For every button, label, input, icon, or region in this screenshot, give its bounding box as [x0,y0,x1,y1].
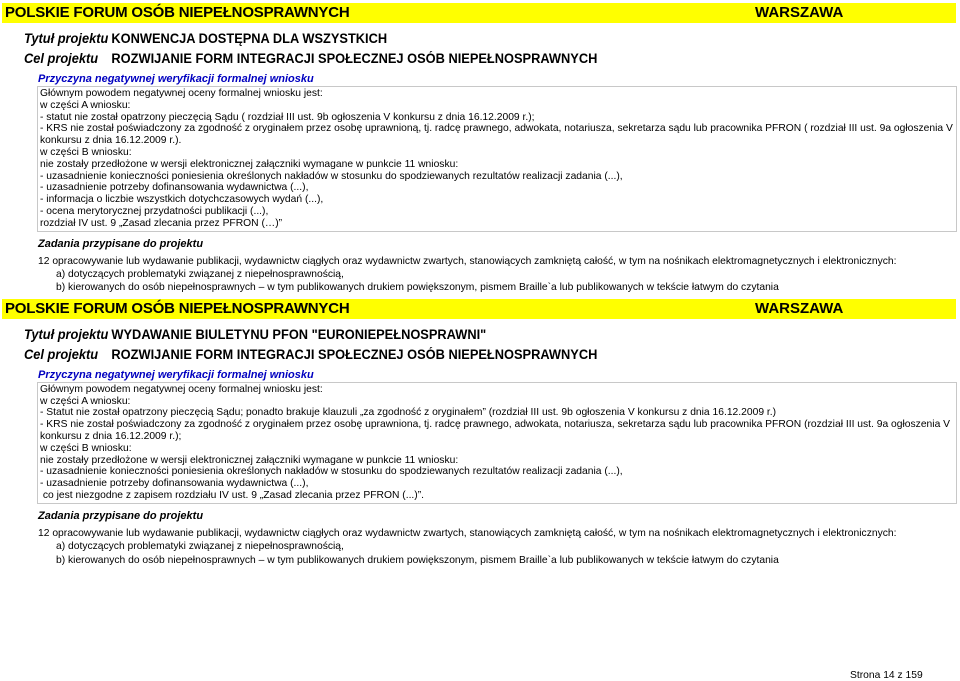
reason-line: - uzasadnienie potrzeby dofinansowania wydawnictwa (...), [40,478,309,490]
organization-name: POLSKIE FORUM OSÓB NIEPEŁNOSPRAWNYCH [5,4,350,21]
organization-name: POLSKIE FORUM OSÓB NIEPEŁNOSPRAWNYCH [5,299,350,317]
page-number: Strona 14 z 159 [850,670,923,681]
project-title: WYDAWANIE BIULETYNU PFON "EURONIEPEŁNOSPRAWNI" [111,326,487,342]
reason-box [37,86,957,232]
task-item: 12 opracowywanie lub wydawanie publikacji, wydawnictw ciągłych oraz wydawnictw zwartych, stanowiących zamkniętą całość, w tym na nośnikach elektromagnetycznych i elektronicznych: [38,255,897,267]
reason-line: w części A wniosku: [40,395,131,407]
reason-line: - uzasadnienie konieczności poniesienia określonych nakładów w stosunku do spodziewanych rezultatów realizacji zadania (...), [40,170,623,182]
task-subitem: b) kierowanych do osób niepełnosprawnych – w tym publikowanych drukiem powiększonym, pismem Braille`a lub publikowanych w tekście łatwym do czytania [56,554,779,566]
reason-line: - KRS nie został poświadczony za zgodność z oryginałem przez osobę uprawniona, tj. radcę prawnego, adwokata, notariusza, sekretarza sądu lub pracownika PFRON (rozdział III ust. 9a ogłoszenia V konkursu z dnia 16.12.2009 r.); [40,419,953,442]
organization-city: WARSZAWA [755,299,844,317]
reason-line: - ocena merytorycznej przydatności publikacji (...), [40,205,269,217]
tasks-heading: Zadania przypisane do projektu [38,237,204,250]
reason-heading: Przyczyna negatywnej weryfikacji formalnej wniosku [38,368,314,381]
reason-line: w części B wniosku: [40,442,132,454]
project-title-label: Tytuł projektu [24,326,109,342]
reason-line: - uzasadnienie konieczności poniesienia określonych nakładów w stosunku do spodziewanych rezultatów realizacji zadania (...), [40,466,623,478]
organization-city: WARSZAWA [755,4,844,21]
reason-box [37,382,957,504]
entries [0,3,960,567]
project-goal-label: Cel projektu [24,51,99,66]
reason-line: nie zostały przedłożone w wersji elektronicznej załączniki wymagane w punkcie 11 wniosku: [40,454,459,466]
reason-line: - KRS nie został poświadczony za zgodność z oryginałem przez osobę uprawnioną, tj. radcę prawnego, adwokata, notariusza, sekretarza sądu lub pracownika PFRON ( rozdział III ust. 9a ogłoszenia V konkursu z dnia 16.12.2009 r.). [40,123,956,147]
reason-heading: Przyczyna negatywnej weryfikacji formalnej wniosku [38,73,314,85]
tasks-list [38,255,956,295]
reason-line: - informacja o liczbie wszystkich dotychczasowych wydań (...), [40,194,324,206]
project-title-row [24,325,913,345]
project-entry [0,299,960,567]
tasks-list [38,527,956,567]
organization-header [2,299,956,319]
reason-line: co jest niezgodne z zapisem rozdziału IV ust. 9 „Zasad zlecania przez PFRON (...)”. [40,489,425,501]
project-goal: ROZWIJANIE FORM INTEGRACJI SPOŁECZNEJ OSÓB NIEPEŁNOSPRAWNYCH [111,346,598,362]
project-goal: ROZWIJANIE FORM INTEGRACJI SPOŁECZNEJ OSÓB NIEPEŁNOSPRAWNYCH [111,51,598,66]
organization-header [2,3,956,23]
project-goal-row [24,345,913,365]
reason-line: Głównym powodem negatywnej oceny formalnej wniosku jest: [40,383,323,395]
project-goal-label: Cel projektu [24,346,99,362]
task-subitem: b) kierowanych do osób niepełnosprawnych – w tym publikowanych drukiem powiększonym, pismem Braille`a lub publikowanych w tekście łatwym do czytania [56,282,779,294]
project-entry [0,3,960,295]
project-goal-row [24,49,913,69]
reason-line: w części B wniosku: [40,146,132,158]
task-subitem: a) dotyczących problematyki związanej z niepełnosprawnością, [56,541,344,553]
reason-line: Głównym powodem negatywnej oceny formalnej wniosku jest: [40,88,323,99]
reason-line: - Statut nie został opatrzony pieczęcią Sądu; ponadto brakuje klauzuli „za zgodność z oryginałem” (rozdział III ust. 9b ogłoszenia V konkursu z dnia 16.12.2009 r.) [40,407,777,419]
reason-line: rozdział IV ust. 9 „Zasad zlecania przez PFRON (…)” [40,217,283,229]
project-title-label: Tytuł projektu [24,31,109,46]
reason-line: - uzasadnienie potrzeby dofinansowania wydawnictwa (...), [40,182,309,194]
reason-line: nie zostały przedłożone w wersji elektronicznej załączniki wymagane w punkcie 11 wniosku: [40,158,459,170]
task-subitem: a) dotyczących problematyki związanej z niepełnosprawnością, [56,268,344,280]
reason-line: - statut nie został opatrzony pieczęcią Sądu ( rozdział III ust. 9b ogłoszenia V konkursu z dnia 16.12.2009 r.); [40,111,535,123]
project-title: KONWENCJA DOSTĘPNA DLA WSZYSTKICH [111,31,388,46]
tasks-heading: Zadania przypisane do projektu [38,509,204,522]
task-item: 12 opracowywanie lub wydawanie publikacji, wydawnictw ciągłych oraz wydawnictw zwartych, stanowiących zamkniętą całość, w tym na nośnikach elektromagnetycznych i elektronicznych: [38,527,897,539]
project-title-row [24,29,913,49]
reason-line: w części A wniosku: [40,99,131,111]
